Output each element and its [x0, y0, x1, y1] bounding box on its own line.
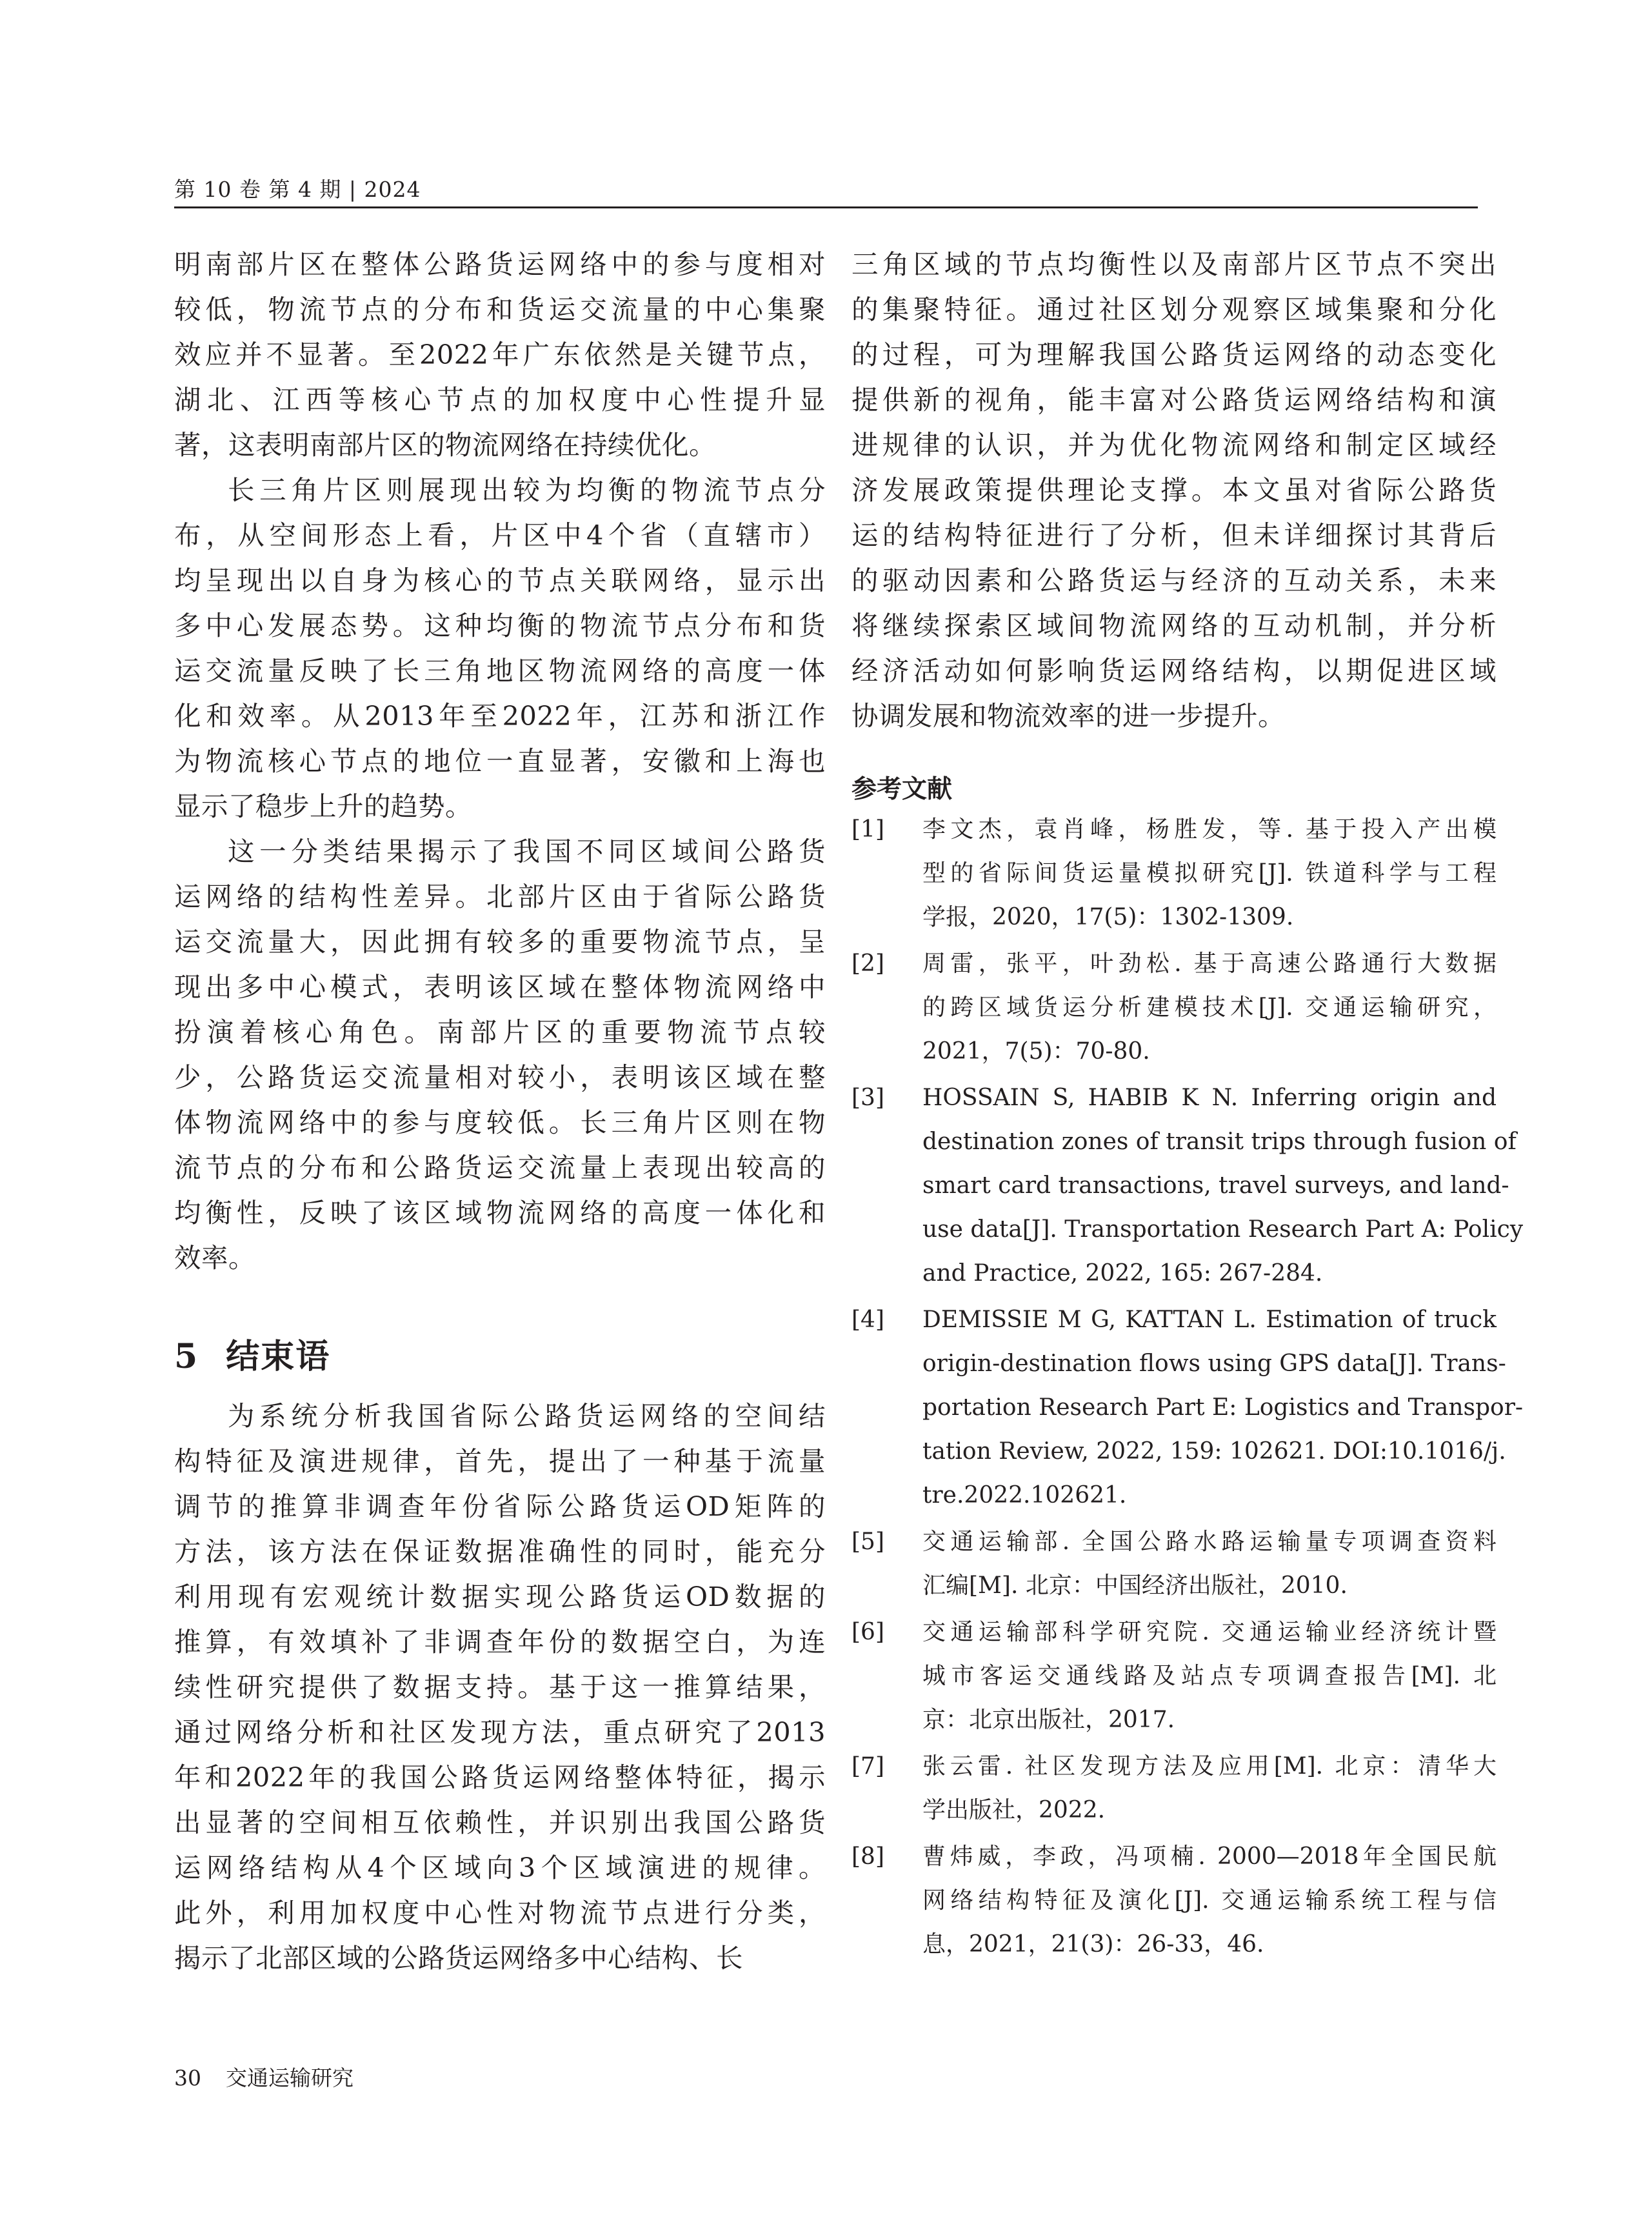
- text-line: 效应并不显著。至2022年广东依然是关键节点，: [174, 339, 826, 370]
- running-head: 第 10 卷 第 4 期 | 2024: [174, 177, 421, 202]
- reference-index: [3]: [851, 1085, 884, 1111]
- text-line: tre.2022.102621.: [922, 1482, 1127, 1509]
- text-line: 运的结构特征进行了分析，但未详细探讨其背后: [851, 519, 1497, 551]
- text-line: and Practice, 2022, 165: 267-284.: [922, 1260, 1323, 1287]
- text-line: 现出多中心模式，表明该区域在整体物流网络中: [174, 971, 826, 1003]
- text-line: 经济活动如何影响货运网络结构，以期促进区域: [851, 655, 1497, 687]
- reference-index: [4]: [851, 1307, 884, 1333]
- text-line: 息，2021，21(3)：26-33，46.: [922, 1931, 1264, 1958]
- reference-text: [922, 1076, 1524, 1296]
- text-line: HOSSAIN S, HABIB K N. Inferring origin and: [922, 1085, 1497, 1111]
- text-line: 构特征及演进规律，首先，提出了一种基于流量: [174, 1445, 826, 1477]
- text-line: 续性研究提供了数据支持。基于这一推算结果，: [174, 1671, 826, 1703]
- text-line: 推算，有效填补了非调查年份的数据空白，为连: [174, 1626, 826, 1658]
- reference-index: [2]: [851, 950, 884, 977]
- reference-text: [922, 1745, 1497, 1832]
- references-title: 参考文献: [851, 775, 953, 804]
- text-line: 将继续探索区域间物流网络的互动机制，并分析: [851, 610, 1497, 641]
- reference-item: [851, 942, 1497, 1074]
- text-line: 均呈现出以自身为核心的节点关联网络，显示出: [174, 565, 826, 596]
- text-line: 的驱动因素和公路货运与经济的互动关系，未来: [851, 565, 1497, 596]
- text-line: 交通运输部. 全国公路水路运输量专项调查资料: [922, 1529, 1497, 1555]
- text-line: 通过网络分析和社区发现方法，重点研究了2013: [174, 1716, 826, 1748]
- text-line: 著，这表明南部片区的物流网络在持续优化。: [174, 429, 717, 461]
- reference-index: [1]: [851, 816, 884, 843]
- text-line: origin-destination flows using GPS data[J]. Trans-: [922, 1350, 1506, 1377]
- text-line: smart card transactions, travel surveys, and land-: [922, 1172, 1509, 1199]
- text-line: 方法，该方法在保证数据准确性的同时，能充分: [174, 1536, 826, 1567]
- reference-index: [8]: [851, 1843, 884, 1870]
- text-line: 明南部片区在整体公路货运网络中的参与度相对: [174, 248, 826, 280]
- text-line: 布，从空间形态上看，片区中4个省（直辖市）: [174, 519, 826, 551]
- text-line: 出显著的空间相互依赖性，并识别出我国公路货: [174, 1807, 826, 1838]
- reference-item: [851, 1835, 1497, 1967]
- text-line: DEMISSIE M G, KATTAN L. Estimation of truck: [922, 1307, 1497, 1333]
- text-line: 协调发展和物流效率的进一步提升。: [851, 700, 1286, 732]
- text-line: 的集聚特征。通过社区划分观察区域集聚和分化: [851, 294, 1497, 325]
- reference-index: [6]: [851, 1619, 884, 1645]
- page-number: 30: [174, 2065, 201, 2091]
- reference-item: [851, 1520, 1497, 1608]
- section-heading: [174, 1329, 330, 1378]
- text-line: portation Research Part E: Logistics and Transpor-: [922, 1394, 1524, 1421]
- header-rule: [174, 206, 1478, 208]
- text-line: 年和2022年的我国公路货运网络整体特征，揭示: [174, 1761, 826, 1793]
- text-line: 效率。: [174, 1242, 256, 1274]
- text-line: 这一分类结果揭示了我国不同区域间公路货: [228, 836, 826, 867]
- right-column: [851, 242, 1497, 739]
- text-line: 为物流核心节点的地位一直显著，安徽和上海也: [174, 745, 826, 777]
- text-line: 运网络结构从4个区域向3个区域演进的规律。: [174, 1852, 826, 1883]
- text-line: 湖北、江西等核心节点的加权度中心性提升显: [174, 384, 826, 416]
- body-paragraph: [174, 242, 826, 468]
- text-line: 提供新的视角，能丰富对公路货运网络结构和演: [851, 384, 1497, 416]
- reference-text: [922, 1835, 1497, 1967]
- reference-item: [851, 1076, 1524, 1296]
- page-footer: [174, 2061, 353, 2092]
- text-line: 显示了稳步上升的趋势。: [174, 790, 473, 822]
- reference-text: [922, 1298, 1524, 1518]
- text-line: 学报，2020，17(5)：1302-1309.: [922, 904, 1294, 930]
- text-line: 的跨区域货运分析建模技术[J]. 交通运输研究，: [922, 994, 1497, 1021]
- conclusion-paragraph: [174, 1394, 826, 1981]
- text-line: 汇编[M]. 北京：中国经济出版社，2010.: [922, 1572, 1348, 1599]
- text-line: 长三角片区则展现出较为均衡的物流节点分: [228, 474, 826, 506]
- section-title: 结束语: [226, 1338, 331, 1376]
- text-line: 揭示了北部区域的公路货运网络多中心结构、长: [174, 1942, 744, 1974]
- reference-item: [851, 808, 1497, 939]
- reference-text: [922, 942, 1497, 1074]
- text-line: 的过程，可为理解我国公路货运网络的动态变化: [851, 339, 1497, 370]
- reference-item: [851, 1298, 1524, 1518]
- reference-item: [851, 1610, 1497, 1742]
- reference-item: [851, 1745, 1497, 1832]
- text-line: 济发展政策提供理论支撑。本文虽对省际公路货: [851, 474, 1497, 506]
- text-line: 为系统分析我国省际公路货运网络的空间结: [228, 1400, 826, 1432]
- conclusion-paragraph-continued: [851, 242, 1497, 739]
- text-line: 多中心发展态势。这种均衡的物流节点分布和货: [174, 610, 826, 641]
- reference-index: [7]: [851, 1753, 884, 1780]
- text-line: 学出版社，2022.: [922, 1797, 1106, 1823]
- text-line: 张云雷. 社区发现方法及应用[M]. 北京：清华大: [922, 1753, 1497, 1780]
- text-line: use data[J]. Transportation Research Part A: Policy: [922, 1216, 1524, 1243]
- text-line: 网络结构特征及演化[J]. 交通运输系统工程与信: [922, 1887, 1497, 1914]
- text-line: 交通运输部科学研究院. 交通运输业经济统计暨: [922, 1619, 1497, 1645]
- text-line: 李文杰，袁肖峰，杨胜发，等. 基于投入产出模: [922, 816, 1497, 843]
- body-paragraph: [174, 468, 826, 829]
- text-line: 城市客运交通线路及站点专项调查报告[M]. 北: [922, 1663, 1497, 1689]
- text-line: 少，公路货运交流量相对较小，表明该区域在整: [174, 1061, 826, 1093]
- text-line: destination zones of transit trips through fusion of: [922, 1128, 1517, 1155]
- reference-index: [5]: [851, 1529, 884, 1555]
- text-line: 运交流量反映了长三角地区物流网络的高度一体: [174, 655, 826, 687]
- text-line: 体物流网络中的参与度较低。长三角片区则在物: [174, 1107, 826, 1138]
- text-line: 调节的推算非调查年份省际公路货运OD矩阵的: [174, 1490, 826, 1522]
- conclusion-column: [174, 1394, 826, 1981]
- journal-name: 交通运输研究: [226, 2065, 353, 2091]
- reference-text: [922, 808, 1497, 939]
- text-line: 利用现有宏观统计数据实现公路货运OD数据的: [174, 1581, 826, 1612]
- text-line: 进规律的认识，并为优化物流网络和制定区域经: [851, 429, 1497, 461]
- left-column: [174, 242, 826, 1281]
- text-line: 曹炜威，李政，冯项楠. 2000—2018年全国民航: [922, 1843, 1497, 1870]
- text-line: 运交流量大，因此拥有较多的重要物流节点，呈: [174, 926, 826, 958]
- body-paragraph: [174, 829, 826, 1281]
- text-line: 型的省际间货运量模拟研究[J]. 铁道科学与工程: [922, 860, 1497, 887]
- text-line: tation Review, 2022, 159: 102621. DOI:10.1016/j.: [922, 1438, 1506, 1465]
- text-line: 扮演着核心角色。南部片区的重要物流节点较: [174, 1016, 826, 1048]
- text-line: 化和效率。从2013年至2022年，江苏和浙江作: [174, 700, 826, 732]
- text-line: 京：北京出版社，2017.: [922, 1707, 1175, 1733]
- references-list: [851, 808, 1524, 1969]
- section-number: 5: [174, 1337, 199, 1376]
- text-line: 运网络的结构性差异。北部片区由于省际公路货: [174, 881, 826, 912]
- text-line: 较低，物流节点的分布和货运交流量的中心集聚: [174, 294, 826, 325]
- text-line: 2021，7(5)：70-80.: [922, 1038, 1150, 1065]
- reference-text: [922, 1610, 1497, 1742]
- text-line: 此外，利用加权度中心性对物流节点进行分类，: [174, 1897, 826, 1929]
- text-line: 流节点的分布和公路货运交流量上表现出较高的: [174, 1152, 826, 1183]
- text-line: 均衡性，反映了该区域物流网络的高度一体化和: [174, 1197, 826, 1228]
- text-line: 三角区域的节点均衡性以及南部片区节点不突出: [851, 248, 1497, 280]
- reference-text: [922, 1520, 1497, 1608]
- text-line: 周雷，张平，叶劲松. 基于高速公路通行大数据: [922, 950, 1497, 977]
